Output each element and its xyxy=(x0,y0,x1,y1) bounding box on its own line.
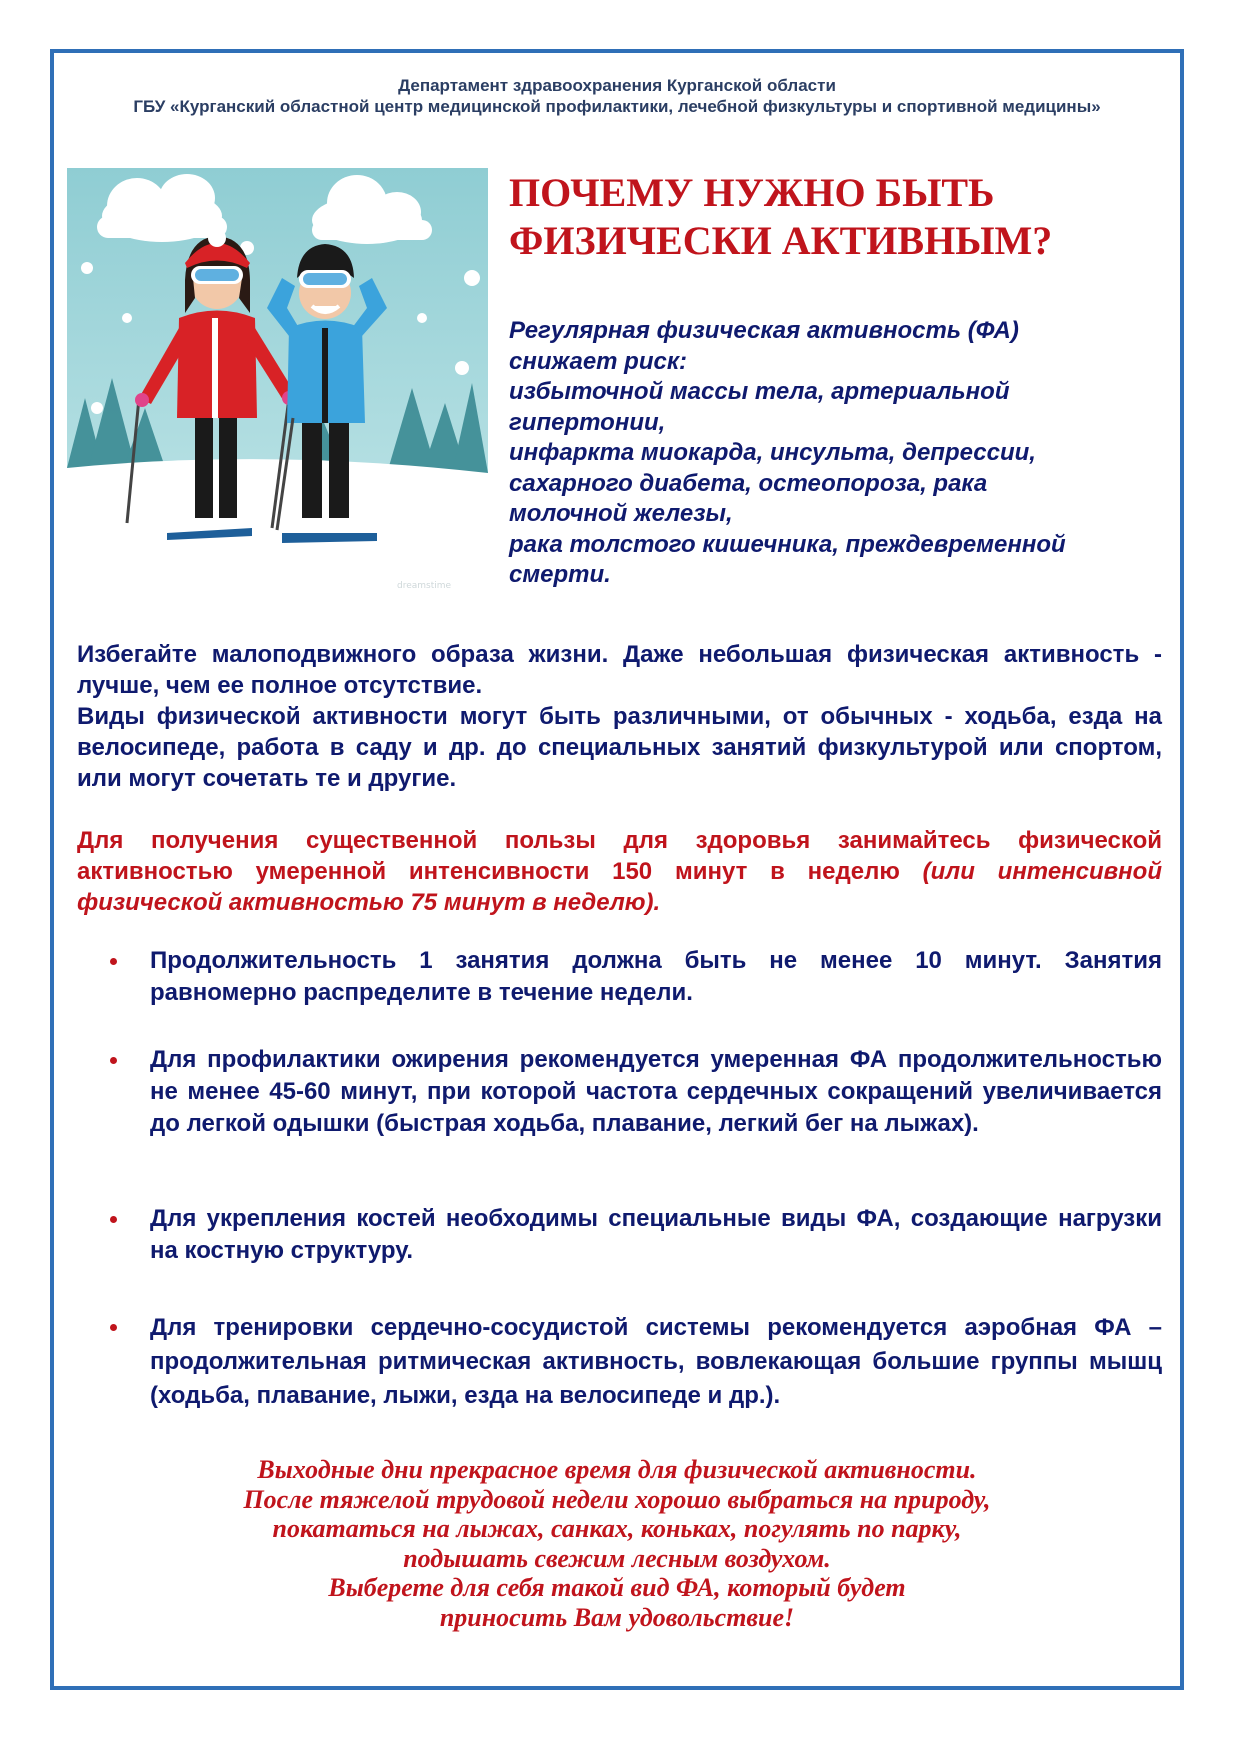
intro-paragraph xyxy=(77,639,1162,794)
recommendation-italic: (или интенсивной физической активностью 75 минут в неделю). xyxy=(77,858,1162,916)
intro-sentence-2: Виды физической активности могут быть различными, от обычных - ходьба, езда на велосипеде, работа в саду и др. до специальных занятий физкультурой или спортом, или могут сочетать те и другие. xyxy=(77,703,1162,792)
bullet-dot-icon xyxy=(110,958,117,965)
risk-line: сахарного диабета, остеопороза, рака xyxy=(509,469,988,497)
risk-line: снижает риск: xyxy=(509,347,687,375)
page-title xyxy=(509,169,1149,265)
bullet-dot-icon xyxy=(110,1057,117,1064)
list-item-text: Для профилактики ожирения рекомендуется умеренная ФА продолжительностью не менее 45-60 минут, при которой частота сердечных сокращений увеличивается до легкой одышки (быстрая ходьба, плавание, легкий бег на лыжах). xyxy=(150,1046,1162,1137)
list-item-text: Для тренировки сердечно-сосудистой системы рекомендуется аэробная ФА – продолжительная ритмическая активность, вовлекающая большие группы мышц (ходьба, плавание, лыжи, езда на велосипеде и др.). xyxy=(150,1314,1162,1409)
closing-line: После тяжелой трудовой недели хорошо выбраться на природу, xyxy=(243,1484,991,1514)
risk-line: инфаркта миокарда, инсульта, депрессии, xyxy=(509,439,1036,466)
list-item-text: Для укрепления костей необходимы специальные виды ФА, создающие нагрузки на костную структуру. xyxy=(150,1205,1162,1264)
risk-line: Регулярная физическая активность (ФА) xyxy=(509,317,1019,344)
watermark-text: dreamstime xyxy=(397,581,452,591)
intro-sentence-1: Избегайте малоподвижного образа жизни. Даже небольшая физическая активность - лучше, чем ее полное отсутствие. xyxy=(77,641,1162,699)
recommendation-main: Для получения существенной пользы для здоровья занимайтесь физической активностью умеренной интенсивности 150 минут в неделю xyxy=(77,827,1162,885)
list-item xyxy=(110,1311,1162,1413)
closing-line: Выходные дни прекрасное время для физической активности. xyxy=(257,1455,977,1484)
title-line-2: ФИЗИЧЕСКИ АКТИВНЫМ? xyxy=(509,218,1053,263)
closing-line: приносить Вам удовольствие! xyxy=(439,1602,795,1632)
bullet-dot-icon xyxy=(110,1216,117,1223)
closing-line: покататься на лыжах, санках, коньках, погулять по парку, xyxy=(272,1514,962,1543)
risk-line: гипертонии, xyxy=(509,408,666,436)
list-item xyxy=(110,945,1162,1009)
list-item xyxy=(110,1203,1162,1267)
recommendation-paragraph xyxy=(77,825,1162,918)
bullet-dot-icon xyxy=(110,1324,117,1331)
list-item-text: Продолжительность 1 занятия должна быть не менее 10 минут. Занятия равномерно распределите в течение недели. xyxy=(150,947,1162,1006)
list-item xyxy=(110,1044,1162,1140)
closing-message xyxy=(54,1455,1180,1632)
risk-line: избыточной массы тела, артериальной xyxy=(509,378,1010,405)
department-name: Департамент здравоохранения Курганской области xyxy=(398,76,836,95)
closing-line: подышать свежим лесным воздухом. xyxy=(403,1543,831,1573)
risk-line: молочной железы, xyxy=(509,500,733,527)
skiers-illustration xyxy=(67,168,488,604)
risk-line: смерти. xyxy=(509,561,611,588)
title-line-1: ПОЧЕМУ НУЖНО БЫТЬ xyxy=(509,170,995,215)
risk-list xyxy=(509,316,1149,591)
risk-line: рака толстого кишечника, преждевременной xyxy=(509,530,1066,558)
closing-line: Выберете для себя такой вид ФА, который будет xyxy=(328,1573,906,1602)
institution-name: ГБУ «Курганский областной центр медицинской профилактики, лечебной физкультуры и спортивной медицины» xyxy=(133,97,1101,116)
